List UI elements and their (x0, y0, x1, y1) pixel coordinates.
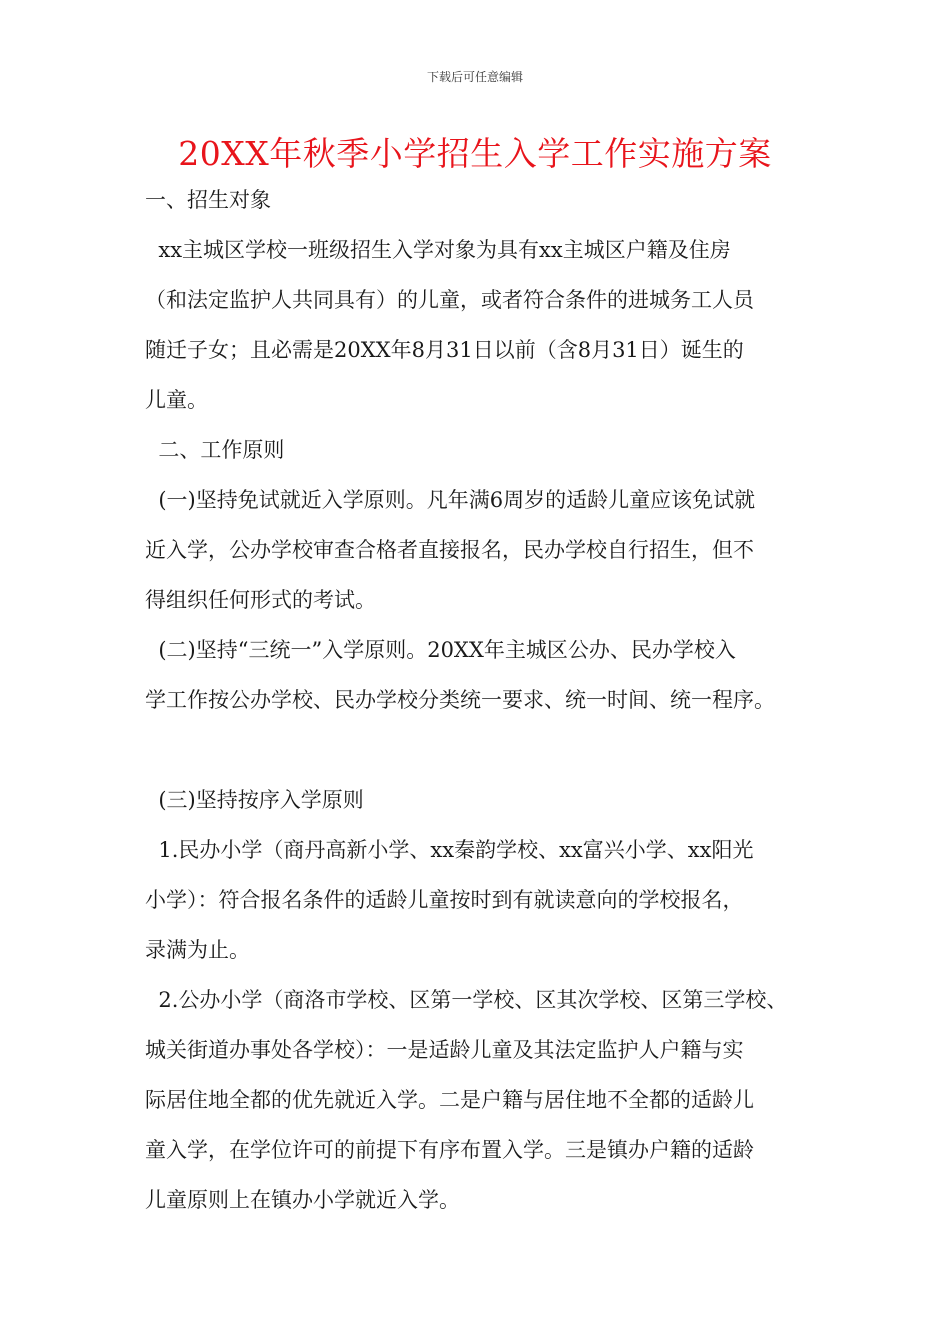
document-title: 20XX年秋季小学招生入学工作实施方案 (178, 134, 772, 173)
paragraph-line: 得组织任何形式的考试。 (145, 588, 376, 612)
paragraph-line: (一)坚持免试就近入学原则。凡年满6周岁的适龄儿童应该免试就 (145, 488, 756, 512)
paragraph-line: 1.民办小学（商丹高新小学、xx秦韵学校、xx富兴小学、xx阳光 (145, 838, 754, 862)
paragraph-line: 2.公办小学（商洛市学校、区第一学校、区其次学校、区第三学校、 (145, 988, 788, 1012)
paragraph-line: 儿童原则上在镇办小学就近入学。 (145, 1188, 460, 1212)
paragraph-line: 儿童。 (145, 388, 208, 412)
paragraph-line: xx主城区学校一班级招生入学对象为具有xx主城区户籍及住房 (145, 238, 731, 262)
paragraph-line: 录满为止。 (145, 938, 250, 962)
paragraph-line: (二)坚持“三统一”入学原则。20XX年主城区公办、民办学校入 (145, 638, 736, 662)
paragraph-line: 城关街道办事处各学校）：一是适龄儿童及其法定监护人户籍与实 (145, 1038, 744, 1062)
section-heading-2: 二、工作原则 (145, 438, 285, 462)
paragraph-line: 际居住地全都的优先就近入学。二是户籍与居住地不全都的适龄儿 (145, 1088, 754, 1112)
subsection-heading: (三)坚持按序入学原则 (145, 788, 364, 812)
page-header: 下载后可任意编辑 (426, 70, 523, 84)
paragraph-line: 近入学，公办学校审查合格者直接报名，民办学校自行招生，但不 (145, 538, 754, 562)
paragraph-line: 童入学，在学位许可的前提下有序布置入学。三是镇办户籍的适龄 (145, 1138, 754, 1162)
paragraph-line: （和法定监护人共同具有）的儿童，或者符合条件的进城务工人员 (145, 288, 754, 312)
section-heading-1: 一、招生对象 (145, 188, 271, 212)
paragraph-line: 随迁子女；且必需是20XX年8月31日以前（含8月31日）诞生的 (145, 338, 744, 362)
paragraph-line: 学工作按公办学校、民办学校分类统一要求、统一时间、统一程序。 (145, 688, 775, 712)
paragraph-line: 小学）：符合报名条件的适龄儿童按时到有就读意向的学校报名， (145, 888, 744, 912)
